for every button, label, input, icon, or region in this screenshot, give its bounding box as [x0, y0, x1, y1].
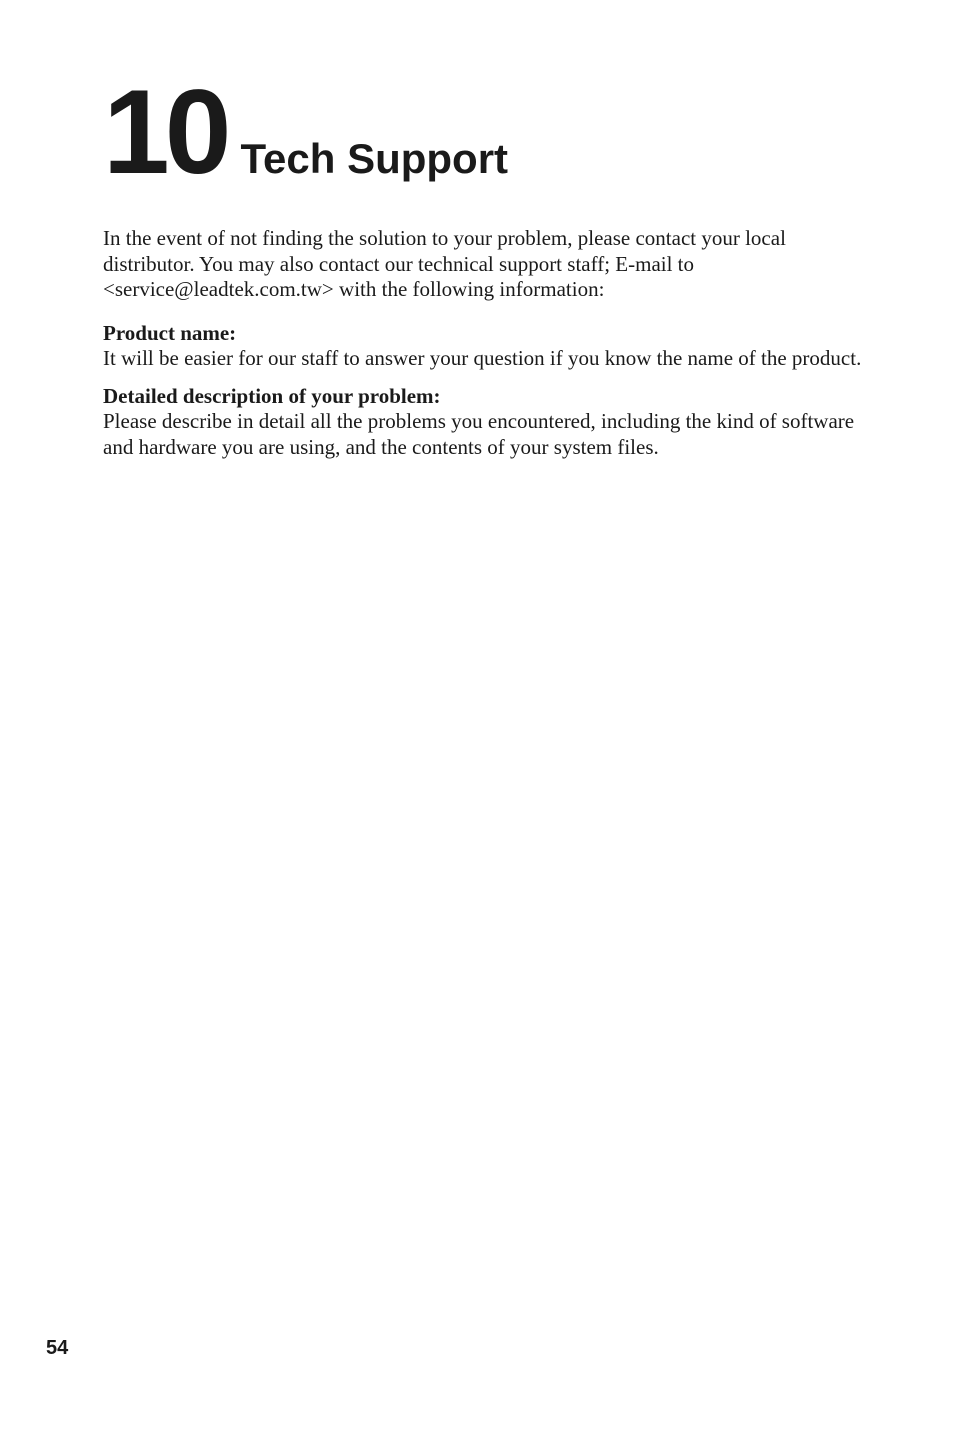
section-body: It will be easier for our staff to answer your question if you know the name of the product.: [103, 346, 862, 370]
section-heading: Product name:: [103, 320, 237, 345]
page-number: 54: [46, 1337, 69, 1359]
chapter-number: 10: [103, 65, 227, 199]
page-content: [103, 226, 863, 472]
chapter-heading: [103, 65, 509, 199]
intro-paragraph: In the event of not finding the solution to your problem, please contact your local distributor. You may also contact our technical support staff; E-mail to <service@leadtek.com.tw> with the following information:: [103, 226, 786, 301]
section-problem-description: [103, 384, 863, 461]
chapter-title: Tech Support: [240, 135, 509, 182]
section-body: Please describe in detail all the problems you encountered, including the kind of software and hardware you are using, and the contents of your system files.: [103, 409, 855, 459]
section-product-name: [103, 321, 863, 372]
section-heading: Detailed description of your problem:: [103, 383, 441, 408]
